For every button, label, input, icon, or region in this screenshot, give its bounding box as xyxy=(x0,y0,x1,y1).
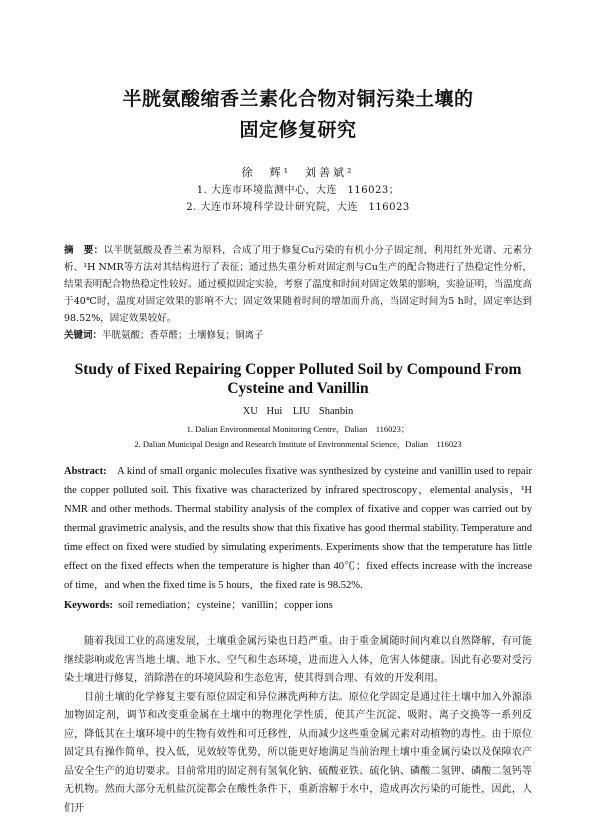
title-cn-line2: 固定修复研究 xyxy=(239,119,356,141)
affiliations-en xyxy=(64,422,532,452)
keywords-cn-text: 半胱氨酸；香草醛；土壤修复；铜离子 xyxy=(102,330,264,341)
abstract-cn-text: 以半胱氨酸及香兰素为原料，合成了用于修复Cu污染的有机小分子固定剂，利用红外光谱、元素分析、¹H NMR等方法对其结构进行了表征；通过热失重分析对固定剂与Cu生产的配合物进行了热稳定性分析，结果表明配合物热稳定性较好。通过模拟固定实验，考察了温度和时间对固定效果的影响，实验证明，当温度高于40℃时，温度对固定效果的影响不大；固定效果随着时间的增加而升高，当固定时间为5 h时，固定率达到98.52%，固定效果较好。 xyxy=(64,245,532,324)
body-paragraph-1: 随着我国工业的高速发展，土壤重金属污染也日趋严重。由于重金属随时间内难以自然降解，有可能继续影响或危害当地土壤、地下水、空气和生态环境，进而进入人体，危害人体健康。因此有必要对受污染土壤进行修复，消除潜在的环境风险和生态危害，使其得到合理、有效的开发利用。 xyxy=(64,633,532,689)
keywords-en-label: Keywords: xyxy=(64,600,113,611)
abstract-en-label: Abstract: xyxy=(64,466,107,477)
abstract-en-text: A kind of small organic molecules fixative was synthesized by cysteine and vanillin used to repair the copper polluted soil. This fixative was characterized by infrared spectroscopy，elemental analysis，¹H NMR and other methods. Thermal stability analysis of the complex of fixative and copper was carried out by thermal gravimetric analysis, and the results show that this fixative has good thermal stability. Temperature and time effect on fixed were studied by simulating experiments. Experiments show that the temperature has little effect on the fixed effects when the temperature is higher than 40℃；fixed effects increase with the increase of time，and when the fixed time is 5 hours，the fixed rate is 98.52%. xyxy=(64,466,532,591)
keywords-en-text: soil remediation；cysteine；vanillin；copper ions xyxy=(118,600,333,611)
keywords-cn xyxy=(64,327,532,344)
abstract-cn xyxy=(64,242,532,327)
abstract-en xyxy=(64,462,532,595)
affiliation-cn-1: 1. 大连市环境监测中心，大连 116023； xyxy=(64,182,532,199)
keywords-en xyxy=(64,596,532,615)
title-cn xyxy=(64,0,532,146)
affiliation-cn-2: 2. 大连市环境科学设计研究院，大连 116023 xyxy=(64,199,532,216)
title-en: Study of Fixed Repairing Copper Polluted Soil by Compound From Cysteine and Vanillin xyxy=(64,360,532,398)
body-text xyxy=(64,633,532,818)
title-cn-line1: 半胱氨酸缩香兰素化合物对铜污染土壤的 xyxy=(122,88,473,110)
affiliations-cn xyxy=(64,182,532,216)
authors-cn: 徐 辉¹ 刘善斌² xyxy=(64,164,532,180)
abstract-cn-label: 摘 要： xyxy=(64,245,104,256)
affiliation-en-2: 2. Dalian Municipal Design and Research Institute of Environmental Science，Dalian 116023 xyxy=(64,437,532,452)
authors-en: XU Hui LIU Shanbin xyxy=(64,403,532,418)
keywords-cn-label: 关键词： xyxy=(64,330,102,341)
affiliation-en-1: 1. Dalian Environmental Monitoring Centre，Dalian 116023； xyxy=(64,422,532,437)
body-paragraph-2: 目前土壤的化学修复主要有原位固定和异位淋洗两种方法。原位化学固定是通过往土壤中加入外源添加物固定剂，调节和改变重金属在土壤中的物理化学性质，使其产生沉淀、吸附、离子交换等一系列反应，降低其在土壤环境中的生物有效性和可迁移性，从而减少这些重金属元素对动植物的毒性。由于原位固定具有操作简单，投入低，见效较等优势，所以能更好地满足当前治理土壤中重金属污染以及保障农产品安全生产的迫切要求。目前常用的固定剂有氢氧化钠、硫酸亚铁、硫化钠、磷酸二氢钾、磷酸二氢钙等无机物。然而大部分无机盐沉淀都会在酸性条件下，重新溶解于水中，造成再次污染的可能性，因此，人们开 xyxy=(64,689,532,818)
